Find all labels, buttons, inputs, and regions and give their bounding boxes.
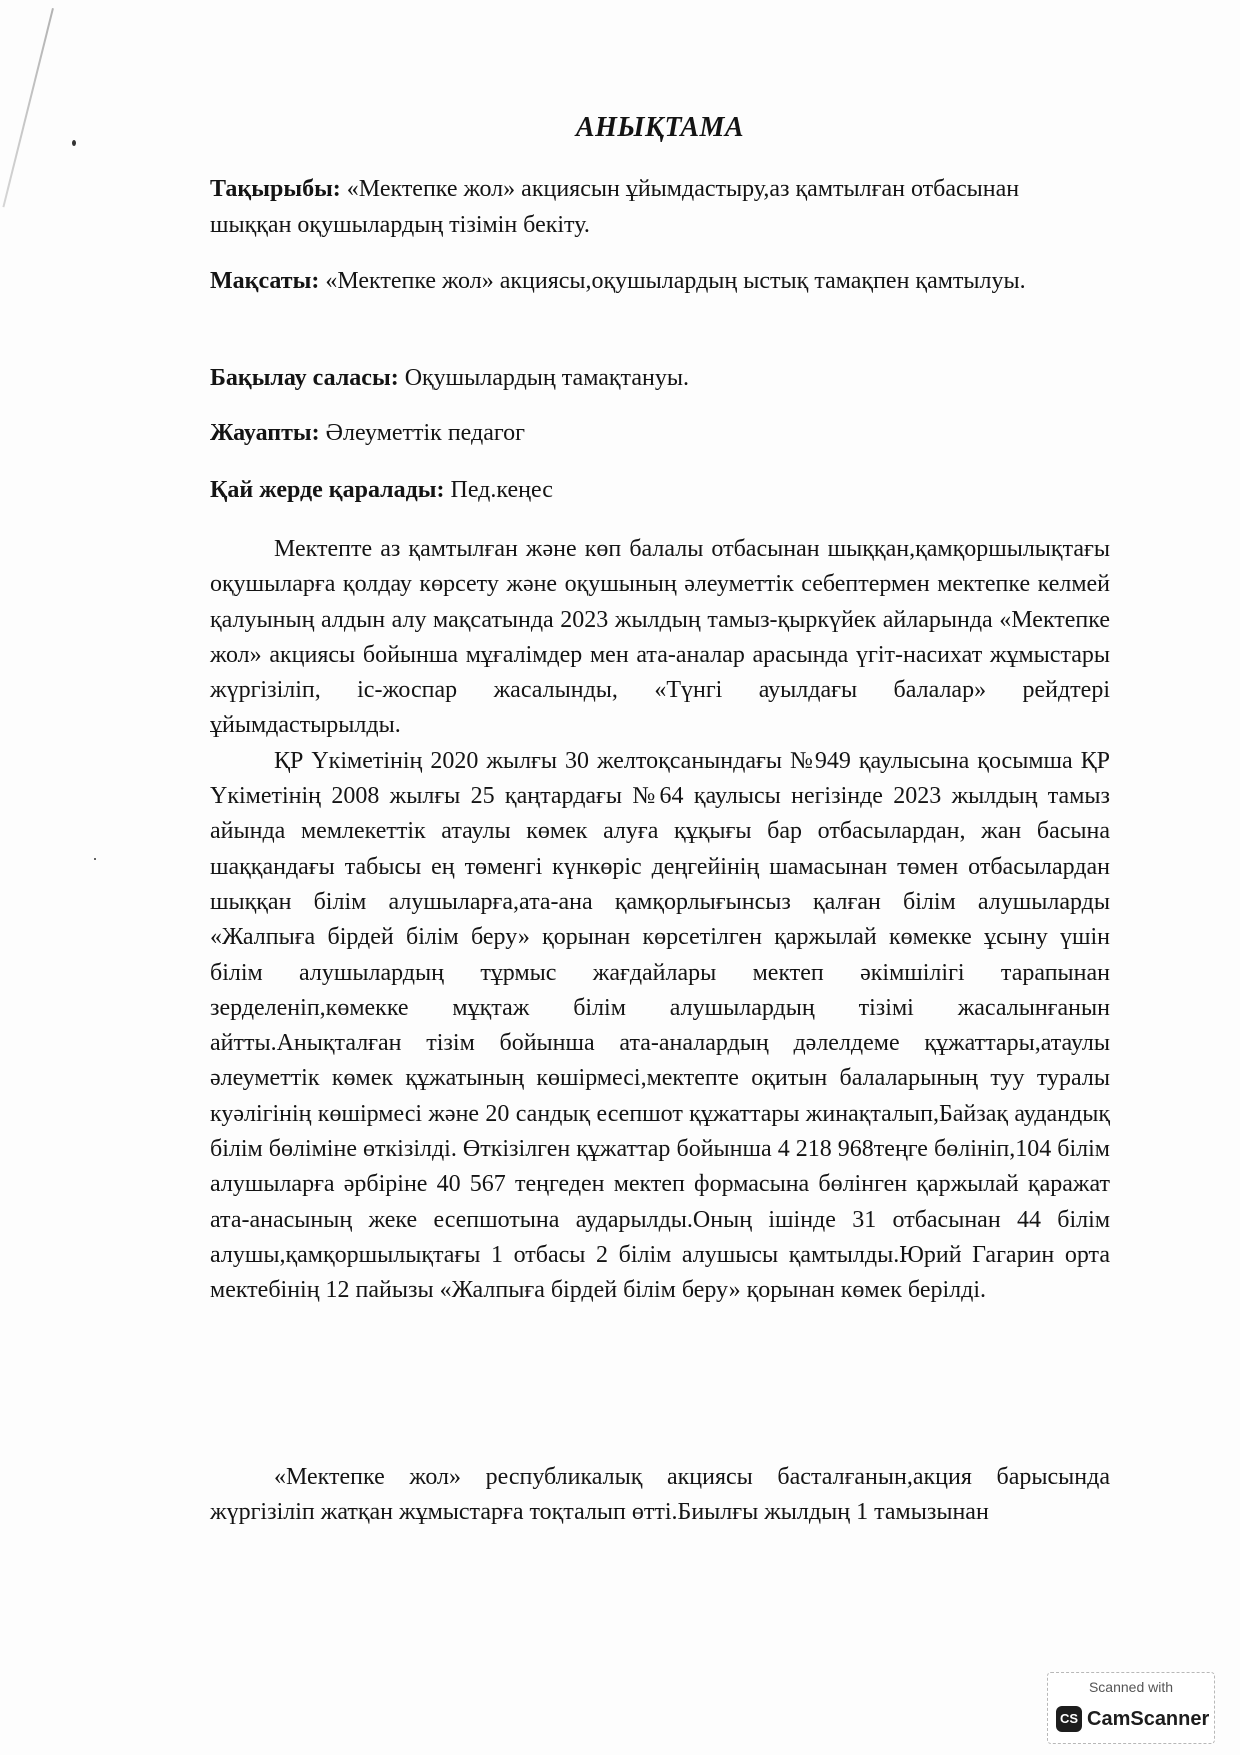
field-responsible (210, 415, 1090, 451)
field-review-place (210, 472, 1090, 508)
field-label: Қай жерде қаралады: (210, 477, 445, 503)
field-label: Тақырыбы: (210, 176, 341, 202)
field-topic (210, 171, 1090, 243)
field-label: Мақсаты: (210, 268, 320, 294)
field-value: Әлеуметтік педагог (319, 420, 525, 446)
scan-speck (94, 858, 96, 860)
field-goal (210, 263, 1090, 299)
watermark-caption: Scanned with (1088, 1679, 1174, 1695)
field-control-area (210, 360, 1090, 396)
body-text (210, 532, 1110, 1309)
paragraph: «Мектепке жол» республикалық акциясы басталғанын,акция барысында жүргізіліп жатқан жұмыстарға тоқталып өтті.Биылғы жылдың 1 тамызынан (210, 1464, 1110, 1526)
watermark-brand: CamScanner (1087, 1708, 1210, 1730)
field-value: Пед.кеңес (444, 477, 553, 503)
field-label: Бақылау саласы: (210, 365, 399, 391)
camscanner-logo-icon: CS (1056, 1706, 1082, 1732)
document-title: АНЫҚТАМА (575, 112, 745, 143)
camscanner-watermark (1047, 1672, 1215, 1744)
field-value: Оқушылардың тамақтануы. (398, 365, 689, 391)
body-text-continued (210, 1460, 1110, 1531)
field-label: Жауапты: (210, 420, 320, 446)
field-value: «Мектепке жол» акциясы,оқушылардың ыстық тамақпен қамтылуы. (319, 268, 1026, 294)
scan-artifact-line (2, 8, 54, 207)
paragraph: Мектепте аз қамтылған және көп балалы отбасынан шыққан,қамқоршылықтағы оқушыларға қолдау көрсету және оқушының әлеуметтік себептермен мектепке келмей қалуының алдын алу мақсатында 2023 жылдың тамыз-қыркүйек айларында «Мектепке жол» акциясы бойынша мұғалімдер мен ата-аналар арасында үгіт-насихат жұмыстары жүргізіліп, іс-жоспар жасалынды, «Түнгі ауылдағы балалар» рейдтері ұйымдастырылды. (210, 536, 1110, 739)
paragraph: ҚР Үкіметінің 2020 жылғы 30 желтоқсанындағы №949 қаулысына қосымша ҚР Үкіметінің 2008 жылғы 25 қаңтардағы №64 қаулысы негізінде 2023 жылдың тамыз айында мемлекеттік атаулы көмек алуға құқығы бар отбасылардан, жан басына шаққандағы табысы ең төменгі күнкөріс деңгейінің шамасынан төмен отбасылардан шыққан білім алушыларға,ата-ана қамқорлығынсыз қалған білім алушыларды «Жалпыға бірдей білім беру» қорынан көрсетілген қаржылай көмекке ұсыну үшін білім алушылардың тұрмыс жағдайлары мектеп әкімшілігі тарапынан зерделеніп,көмекке мұқтаж білім алушылардың тізімі жасалынғанын айтты.Анықталған тізім бойынша ата-аналардың дәлелдеме құжаттары,атаулы әлеуметтік көмек құжатының көшірмесі,мектепте оқитын балаларының туу туралы куәлігінің көшірмесі және 20 сандық есепшот құжаттары жинақталып,Байзақ аудандық білім бөліміне өткізілді. Өткізілген құжаттар бойынша 4 218 968теңге бөлініп,104 білім алушыларға әрбіріне 40 567 теңгеден мектеп формасына бөлінген қаржылай қаражат ата-анасының жеке есепшотына аударылды.Оның ішінде 31 отбасынан 44 білім алушы,қамқоршылықтағы 1 отбасы 2 білім алушысы қамтылды.Юрий Гагарин орта мектебінің 12 пайызы «Жалпыға бірдей білім беру» қорынан көмек берілді. (210, 747, 1110, 1304)
field-value: «Мектепке жол» акциясын ұйымдастыру,аз қамтылған отбасынан шыққан оқушылардың тізімін бекіту. (210, 176, 1020, 238)
